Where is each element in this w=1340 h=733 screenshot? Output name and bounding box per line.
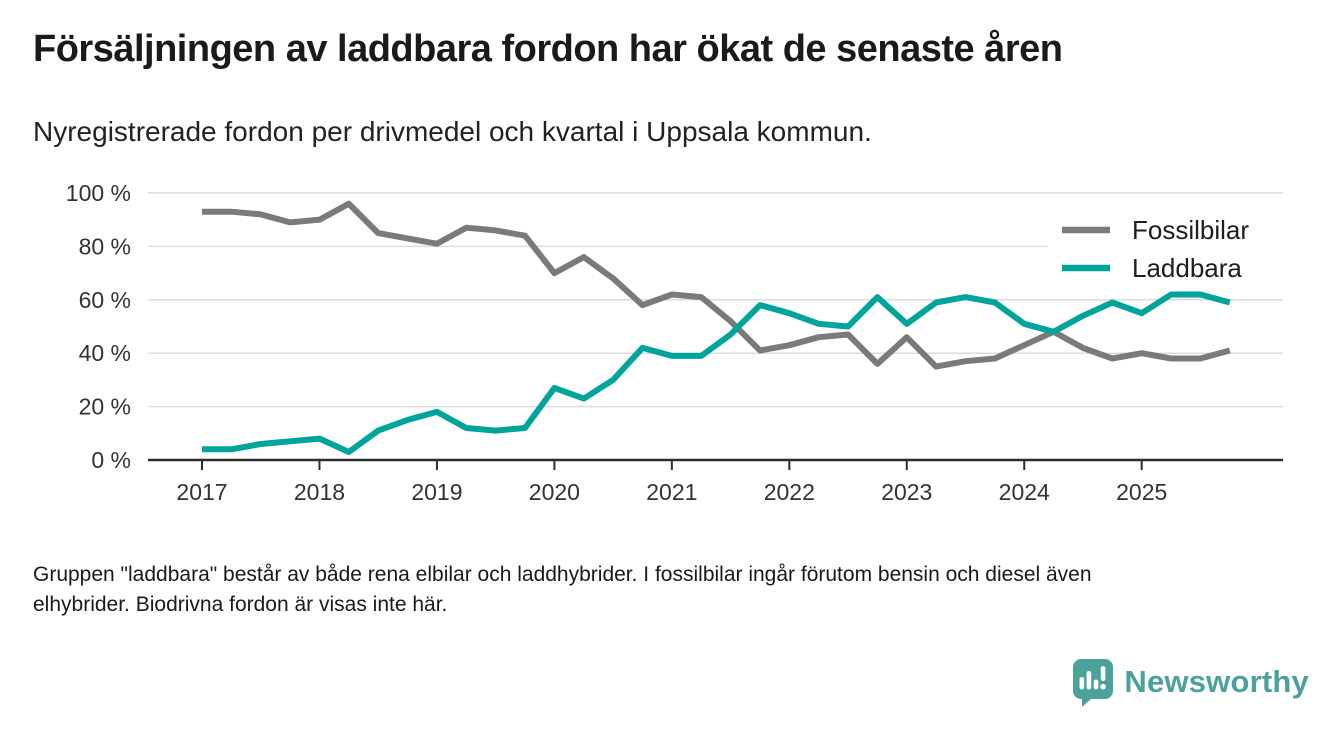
x-axis-label-2017: 2017 bbox=[176, 479, 228, 505]
y-axis-label-40: 40 % bbox=[78, 340, 131, 367]
logo-bar-1 bbox=[1080, 677, 1085, 690]
y-axis-label-20: 20 % bbox=[78, 393, 131, 420]
logo-exclamation-bar bbox=[1101, 666, 1106, 681]
x-axis-label-2019: 2019 bbox=[411, 479, 463, 505]
logo-exclamation-dot bbox=[1101, 684, 1107, 690]
x-axis-label-2023: 2023 bbox=[881, 479, 933, 505]
chart-title: Försäljningen av laddbara fordon har ökat de senaste åren bbox=[33, 28, 1063, 70]
x-axis-label-2024: 2024 bbox=[998, 479, 1050, 505]
y-axis-label-0: 0 % bbox=[91, 447, 131, 473]
y-axis-label-80: 80 % bbox=[78, 233, 131, 260]
line-chart-canvas bbox=[0, 170, 1340, 510]
newsworthy-logo bbox=[1069, 657, 1309, 707]
chart-line-laddbara bbox=[202, 295, 1230, 453]
chart-subtitle: Nyregistrerade fordon per drivmedel och kvartal i Uppsala kommun. bbox=[33, 116, 872, 147]
logo-bar-2 bbox=[1087, 671, 1092, 690]
x-axis-label-2018: 2018 bbox=[293, 479, 346, 505]
logo-bar-3 bbox=[1094, 680, 1099, 690]
newsworthy-logo-icon bbox=[1069, 657, 1115, 707]
x-axis-label-2025: 2025 bbox=[1116, 479, 1168, 505]
x-axis-label-2022: 2022 bbox=[763, 479, 815, 505]
newsworthy-logo-text: Newsworthy bbox=[1124, 664, 1309, 699]
logo-bubble-shape bbox=[1073, 659, 1113, 707]
chart-footnote: Gruppen "laddbara" består av både rena elbilar och laddhybrider. I fossilbilar ingår förutom bensin och diesel även elhybrider. Biodrivna fordon är visas inte här. bbox=[33, 563, 1092, 617]
legend-label-laddbara: Laddbara bbox=[1132, 253, 1242, 283]
x-axis-label-2021: 2021 bbox=[646, 479, 698, 505]
y-axis-label-60: 60 % bbox=[78, 286, 131, 313]
y-axis-label-100: 100 % bbox=[65, 180, 131, 206]
legend-label-fossilbilar: Fossilbilar bbox=[1132, 215, 1250, 245]
x-axis-label-2020: 2020 bbox=[528, 479, 580, 505]
line-chart bbox=[0, 170, 1340, 510]
